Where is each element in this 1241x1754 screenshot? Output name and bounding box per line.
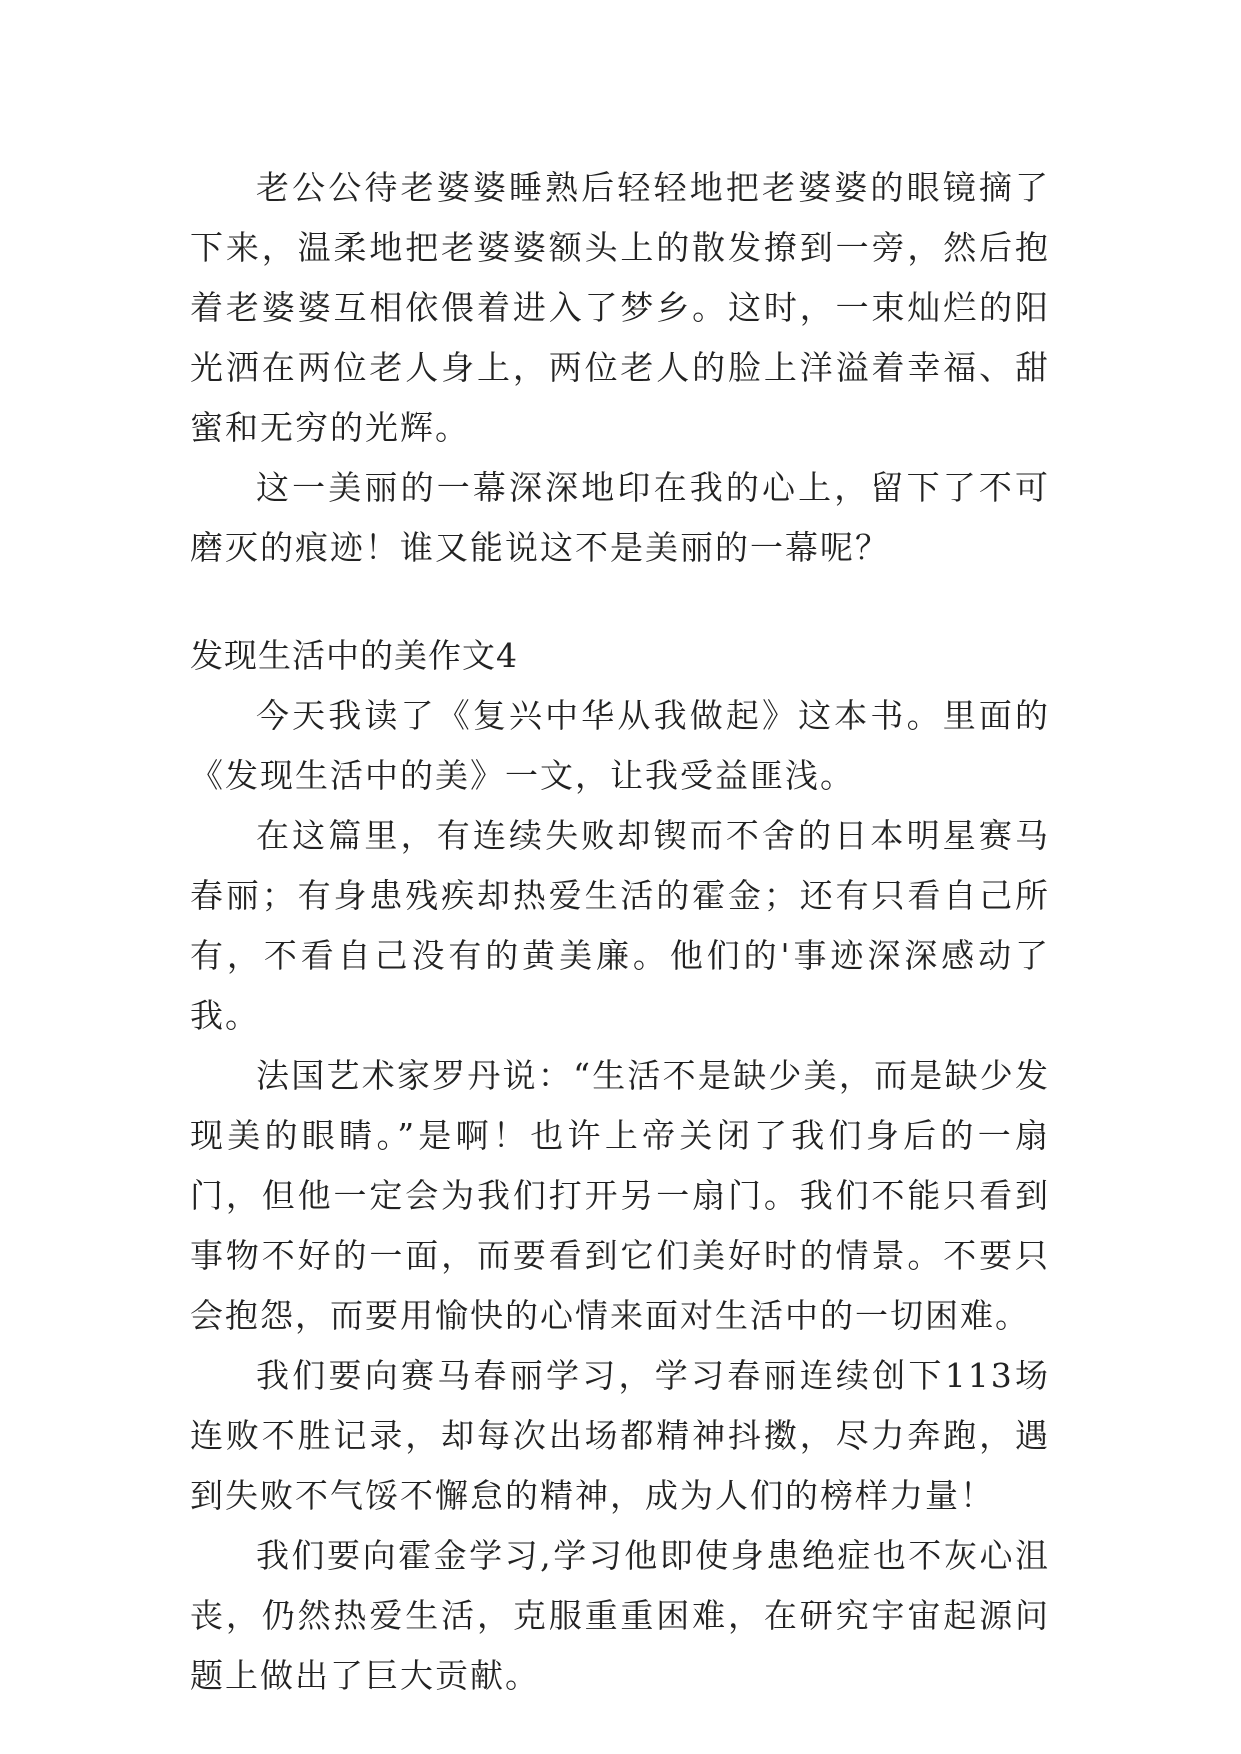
- paragraph-haru-urara: 我们要向赛马春丽学习，学习春丽连续创下113场连败不胜记录，却每次出场都精神抖擞，尽力奔跑，遇到失败不气馁不懈怠的精神，成为人们的榜样力量！: [190, 1356, 1050, 1515]
- paragraph-reading-book: 今天我读了《复兴中华从我做起》这本书。里面的《发现生活中的美》一文，让我受益匪浅。: [190, 696, 1050, 795]
- paragraph-beautiful-scene: 这一美丽的一幕深深地印在我的心上，留下了不可磨灭的痕迹！谁又能说这不是美丽的一幕呢？: [190, 468, 1050, 567]
- paragraph-examples: 在这篇里，有连续失败却锲而不舍的日本明星赛马春丽；有身患残疾却热爱生活的霍金；还有只看自己所有，不看自己没有的黄美廉。他们的'事迹深深感动了我。: [190, 816, 1050, 1035]
- section-heading: 发现生活中的美作文4: [190, 636, 518, 675]
- document-body: [190, 158, 1050, 1706]
- paragraph-hawking: 我们要向霍金学习,学习他即使身患绝症也不灰心沮丧，仍然热爱生活，克服重重困难，在研究宇宙起源问题上做出了巨大贡献。: [190, 1536, 1050, 1695]
- paragraph-rodin-quote: 法国艺术家罗丹说：“生活不是缺少美，而是缺少发现美的眼睛。”是啊！也许上帝关闭了我们身后的一扇门，但他一定会为我们打开另一扇门。我们不能只看到事物不好的一面，而要看到它们美好时的情景。不要只会抱怨，而要用愉快的心情来面对生活中的一切困难。: [190, 1056, 1050, 1335]
- paragraph-old-couple: 老公公待老婆婆睡熟后轻轻地把老婆婆的眼镜摘了下来，温柔地把老婆婆额头上的散发撩到一旁，然后抱着老婆婆互相依偎着进入了梦乡。这时，一束灿烂的阳光洒在两位老人身上，两位老人的脸上洋溢着幸福、甜蜜和无穷的光辉。: [190, 168, 1050, 447]
